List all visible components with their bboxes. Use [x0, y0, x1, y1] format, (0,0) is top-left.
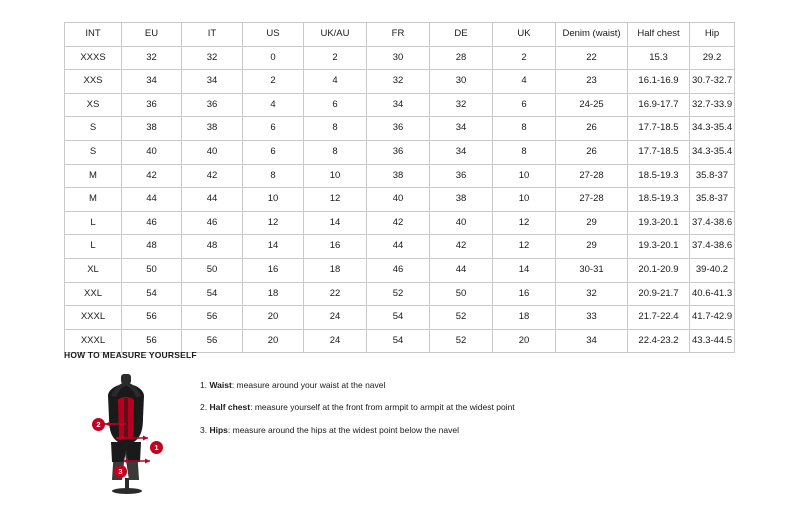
table-row [65, 258, 735, 282]
cell-denim-waist: 30-31 [556, 258, 628, 282]
measure-note-number: 3. [200, 424, 208, 435]
cell-hip: 41.7-42.9 [690, 306, 735, 330]
cell-us: 18 [243, 282, 304, 306]
cell-hip: 40.6-41.3 [690, 282, 735, 306]
column-header-fr: FR [367, 23, 430, 47]
cell-hip: 32.7-33.9 [690, 93, 735, 117]
cell-uk: 16 [493, 282, 556, 306]
cell-denim-waist: 34 [556, 329, 628, 353]
cell-uk: 14 [493, 258, 556, 282]
cell-fr: 40 [367, 188, 430, 212]
cell-fr: 44 [367, 235, 430, 259]
cell-fr: 32 [367, 70, 430, 94]
cell-de: 44 [430, 258, 493, 282]
cell-denim-waist: 22 [556, 46, 628, 70]
cell-uk: 10 [493, 164, 556, 188]
cell-hip: 29.2 [690, 46, 735, 70]
cell-de: 34 [430, 140, 493, 164]
cell-us: 2 [243, 70, 304, 94]
cell-half-chest: 20.1-20.9 [628, 258, 690, 282]
measure-note-term: Hips [209, 424, 228, 435]
cell-de: 50 [430, 282, 493, 306]
cell-int: L [65, 211, 122, 235]
cell-denim-waist: 26 [556, 140, 628, 164]
cell-uk-au: 18 [304, 258, 367, 282]
column-header-denim-waist: Denim (waist) [556, 23, 628, 47]
cell-int: XXL [65, 282, 122, 306]
measure-badge-waist: 1 [150, 441, 163, 454]
cell-int: XXXL [65, 329, 122, 353]
cell-int: XL [65, 258, 122, 282]
cell-uk: 4 [493, 70, 556, 94]
cell-denim-waist: 32 [556, 282, 628, 306]
measure-badge-half-chest: 2 [92, 418, 105, 431]
cell-half-chest: 18.5-19.3 [628, 188, 690, 212]
cell-eu: 56 [122, 306, 182, 330]
cell-uk-au: 4 [304, 70, 367, 94]
cell-denim-waist: 27-28 [556, 188, 628, 212]
cell-us: 16 [243, 258, 304, 282]
cell-half-chest: 17.7-18.5 [628, 117, 690, 141]
measure-badge-hips: 3 [114, 465, 127, 478]
cell-it: 46 [182, 211, 243, 235]
cell-hip: 34.3-35.4 [690, 117, 735, 141]
cell-hip: 37.4-38.6 [690, 235, 735, 259]
cell-us: 14 [243, 235, 304, 259]
cell-de: 36 [430, 164, 493, 188]
cell-uk-au: 10 [304, 164, 367, 188]
how-to-measure-section [64, 350, 744, 495]
cell-fr: 38 [367, 164, 430, 188]
cell-eu: 50 [122, 258, 182, 282]
cell-us: 20 [243, 306, 304, 330]
cell-half-chest: 19.3-20.1 [628, 211, 690, 235]
table-header-row [65, 23, 735, 47]
cell-int: S [65, 117, 122, 141]
cell-uk-au: 16 [304, 235, 367, 259]
cell-denim-waist: 24-25 [556, 93, 628, 117]
cell-hip: 35.8-37 [690, 188, 735, 212]
measure-note-text: : measure around the hips at the widest point below the navel [227, 424, 459, 435]
cell-uk-au: 8 [304, 140, 367, 164]
cell-hip: 34.3-35.4 [690, 140, 735, 164]
table-row [65, 140, 735, 164]
cell-uk-au: 2 [304, 46, 367, 70]
cell-de: 52 [430, 329, 493, 353]
cell-half-chest: 18.5-19.3 [628, 164, 690, 188]
size-chart-container [64, 22, 734, 353]
how-to-measure-title: HOW TO MEASURE YOURSELF [64, 350, 197, 360]
cell-denim-waist: 29 [556, 211, 628, 235]
cell-eu: 54 [122, 282, 182, 306]
table-row [65, 282, 735, 306]
cell-us: 12 [243, 211, 304, 235]
cell-half-chest: 16.9-17.7 [628, 93, 690, 117]
cell-uk-au: 22 [304, 282, 367, 306]
cell-hip: 39-40.2 [690, 258, 735, 282]
table-row [65, 164, 735, 188]
table-row [65, 70, 735, 94]
cell-it: 54 [182, 282, 243, 306]
cell-uk: 8 [493, 140, 556, 164]
cell-it: 42 [182, 164, 243, 188]
measure-note-term: Waist [209, 380, 232, 390]
cell-de: 38 [430, 188, 493, 212]
cell-de: 32 [430, 93, 493, 117]
cell-uk: 6 [493, 93, 556, 117]
column-header-uk-au: UK/AU [304, 23, 367, 47]
measure-note-text: : measure around your waist at the navel [231, 380, 386, 390]
cell-de: 28 [430, 46, 493, 70]
cell-denim-waist: 27-28 [556, 164, 628, 188]
cell-de: 52 [430, 306, 493, 330]
cell-uk: 12 [493, 235, 556, 259]
cell-eu: 42 [122, 164, 182, 188]
cell-eu: 36 [122, 93, 182, 117]
cell-denim-waist: 33 [556, 306, 628, 330]
column-header-hip: Hip [690, 23, 735, 47]
cell-eu: 46 [122, 211, 182, 235]
measure-note-half-chest [200, 402, 515, 413]
cell-it: 50 [182, 258, 243, 282]
cell-de: 40 [430, 211, 493, 235]
cell-it: 36 [182, 93, 243, 117]
cell-int: XXXL [65, 306, 122, 330]
cell-us: 6 [243, 140, 304, 164]
table-row [65, 188, 735, 212]
cell-us: 4 [243, 93, 304, 117]
cell-hip: 37.4-38.6 [690, 211, 735, 235]
measure-note-term: Half chest [209, 402, 251, 413]
cell-eu: 48 [122, 235, 182, 259]
cell-int: L [65, 235, 122, 259]
cell-half-chest: 17.7-18.5 [628, 140, 690, 164]
size-chart-table [64, 22, 735, 353]
cell-it: 44 [182, 188, 243, 212]
table-row [65, 211, 735, 235]
cell-eu: 44 [122, 188, 182, 212]
cell-uk-au: 12 [304, 188, 367, 212]
cell-eu: 38 [122, 117, 182, 141]
cell-eu: 40 [122, 140, 182, 164]
cell-uk: 8 [493, 117, 556, 141]
cell-uk: 18 [493, 306, 556, 330]
cell-uk: 12 [493, 211, 556, 235]
cell-int: S [65, 140, 122, 164]
column-header-half-chest: Half chest [628, 23, 690, 47]
table-row [65, 235, 735, 259]
cell-uk: 20 [493, 329, 556, 353]
cell-half-chest: 16.1-16.9 [628, 70, 690, 94]
table-row [65, 46, 735, 70]
cell-uk-au: 24 [304, 306, 367, 330]
table-row [65, 306, 735, 330]
cell-us: 8 [243, 164, 304, 188]
cell-uk: 2 [493, 46, 556, 70]
cell-uk-au: 14 [304, 211, 367, 235]
cell-it: 56 [182, 306, 243, 330]
cell-int: XXS [65, 70, 122, 94]
cell-half-chest: 19.3-20.1 [628, 235, 690, 259]
cell-int: M [65, 188, 122, 212]
measure-note-waist [200, 380, 515, 391]
cell-it: 48 [182, 235, 243, 259]
column-header-uk: UK [493, 23, 556, 47]
cell-denim-waist: 23 [556, 70, 628, 94]
cell-uk-au: 6 [304, 93, 367, 117]
cell-uk-au: 24 [304, 329, 367, 353]
cell-uk: 10 [493, 188, 556, 212]
cell-int: M [65, 164, 122, 188]
measurement-figure [64, 370, 184, 495]
cell-denim-waist: 26 [556, 117, 628, 141]
measure-note-number: 2. [200, 402, 208, 413]
cell-de: 42 [430, 235, 493, 259]
column-header-us: US [243, 23, 304, 47]
column-header-int: INT [65, 23, 122, 47]
cell-fr: 30 [367, 46, 430, 70]
table-row [65, 93, 735, 117]
cell-us: 10 [243, 188, 304, 212]
cell-half-chest: 21.7-22.4 [628, 306, 690, 330]
column-header-eu: EU [122, 23, 182, 47]
cell-eu: 32 [122, 46, 182, 70]
cell-half-chest: 15.3 [628, 46, 690, 70]
cell-fr: 36 [367, 140, 430, 164]
column-header-de: DE [430, 23, 493, 47]
cell-hip: 43.3-44.5 [690, 329, 735, 353]
cell-it: 32 [182, 46, 243, 70]
cell-fr: 42 [367, 211, 430, 235]
measure-note-hips [200, 425, 515, 436]
cell-eu: 56 [122, 329, 182, 353]
cell-denim-waist: 29 [556, 235, 628, 259]
cell-it: 40 [182, 140, 243, 164]
cell-eu: 34 [122, 70, 182, 94]
table-row [65, 117, 735, 141]
cell-de: 30 [430, 70, 493, 94]
cell-hip: 35.8-37 [690, 164, 735, 188]
cell-it: 38 [182, 117, 243, 141]
measure-note-text: : measure yourself at the front from armpit to armpit at the widest point [250, 402, 515, 413]
cell-it: 56 [182, 329, 243, 353]
how-to-measure-body [64, 370, 744, 495]
cell-de: 34 [430, 117, 493, 141]
cell-half-chest: 22.4-23.2 [628, 329, 690, 353]
measure-note-number: 1. [200, 380, 208, 390]
cell-fr: 34 [367, 93, 430, 117]
cell-us: 0 [243, 46, 304, 70]
cell-int: XXXS [65, 46, 122, 70]
cell-us: 6 [243, 117, 304, 141]
cell-fr: 52 [367, 282, 430, 306]
column-header-it: IT [182, 23, 243, 47]
cell-hip: 30.7-32.7 [690, 70, 735, 94]
cell-half-chest: 20.9-21.7 [628, 282, 690, 306]
measure-notes-list [200, 370, 515, 447]
cell-fr: 46 [367, 258, 430, 282]
cell-fr: 36 [367, 117, 430, 141]
cell-int: XS [65, 93, 122, 117]
cell-fr: 54 [367, 329, 430, 353]
cell-fr: 54 [367, 306, 430, 330]
cell-uk-au: 8 [304, 117, 367, 141]
cell-it: 34 [182, 70, 243, 94]
cell-us: 20 [243, 329, 304, 353]
